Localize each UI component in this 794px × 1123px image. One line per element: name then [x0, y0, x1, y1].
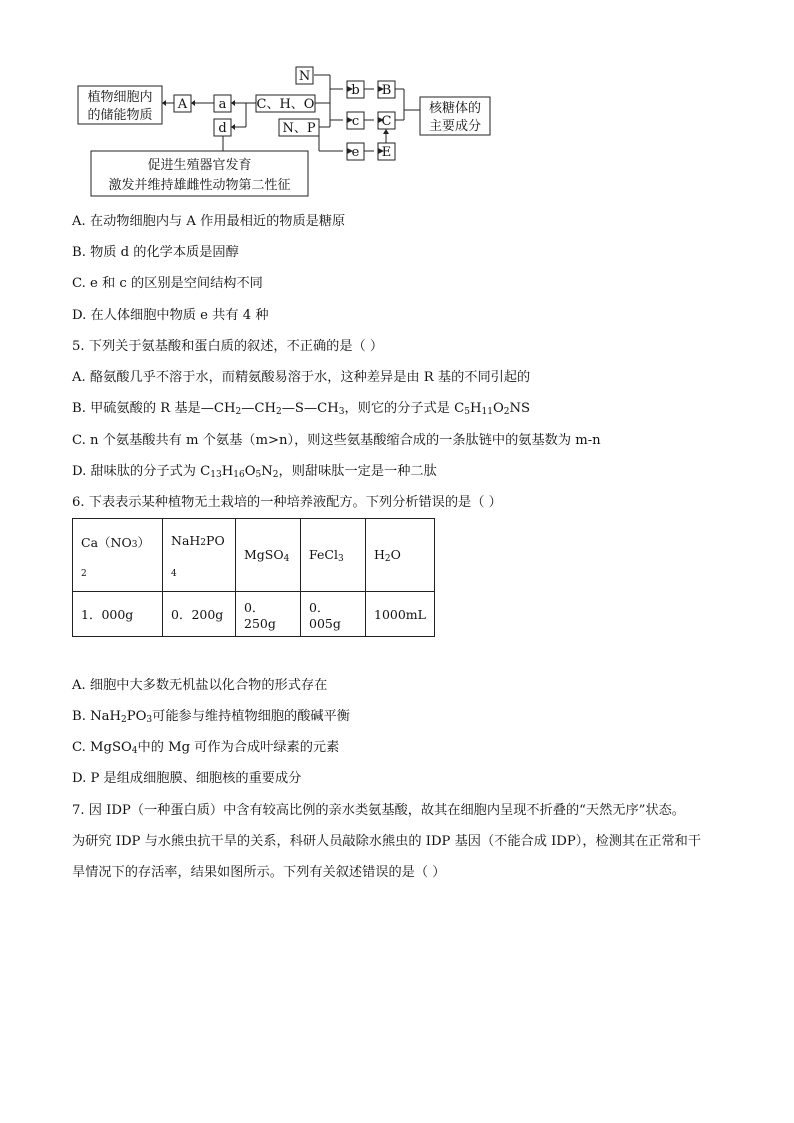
label-b: b [351, 83, 360, 98]
label-NP: N、P [282, 121, 316, 136]
q4-option-c: C. e 和 c 的区别是空间结构不同 [72, 276, 263, 291]
q6-option-a: A. 细胞中大多数无机盐以化合物的形式存在 [72, 678, 328, 693]
label-C: C [381, 114, 392, 129]
header-cano3: Ca（NO3） 2 [73, 519, 163, 592]
q7-line-1: 7. 因 IDP（一种蛋白质）中含有较高比例的亲水类氨基酸，故其在细胞内呈现不折叠的“天然无序”状态。 [72, 803, 685, 818]
q5-option-b: B. 甲硫氨酸的 R 基是$—CH_2—CH_2—S—CH_3$，则它的分子式是 $C_5H_{11}O_2NS$ [72, 401, 531, 417]
label-CHO: C、H、O [256, 97, 315, 112]
header-fecl3: FeCl$_3$ [301, 519, 366, 592]
q6-option-d: D. P 是组成细胞膜、细胞核的重要成分 [72, 771, 302, 786]
q5-option-c: C. n 个氨基酸共有 m 个氨基（m>n），则这些氨基酸缩合成的一条肽链中的氨基数为 m-n [72, 433, 601, 448]
q6-stem: 6. 下表表示某种植物无土栽培的一种培养液配方。下列分析错误的是（ ） [72, 495, 502, 510]
q6-option-c: C. MgSO$_4$中的 Mg 可作为合成叶绿素的元素 [72, 740, 340, 756]
ribosome-text-1: 核糖体的 [428, 101, 482, 116]
header-mgso4: MgSO$_4$ [236, 519, 301, 592]
label-a: a [218, 97, 227, 112]
value-h2o: 1000mL [366, 592, 435, 637]
nutrient-table [72, 518, 435, 637]
q7-line-3: 旱情况下的存活率，结果如图所示。下列有关叙述错误的是（ ） [72, 865, 446, 880]
header-nah2po4: NaH2PO 4 [163, 519, 236, 592]
label-c: c [351, 114, 360, 129]
storage-text-2: 的储能物质 [87, 108, 153, 123]
label-A: A [177, 97, 188, 112]
q6-option-b: B. $NaH_2PO_3$可能参与维持植物细胞的酸碱平衡 [72, 709, 350, 725]
q7-line-2: 为研究 IDP 与水熊虫抗干旱的关系，科研人员敲除水熊虫的 IDP 基因（不能合成 IDP），检测其在正常和干 [72, 834, 702, 849]
value-mgso4: 0．250g [236, 592, 301, 637]
q4-option-b: B. 物质 d 的化学本质是固醇 [72, 245, 239, 260]
value-fecl3: 0．005g [301, 592, 366, 637]
hormone-text-1: 促进生殖器官发育 [147, 158, 252, 173]
hormone-text-2: 激发并维持雄雌性动物第二性征 [108, 178, 291, 193]
q4-option-a: A. 在动物细胞内与 A 作用最相近的物质是糖原 [72, 214, 346, 229]
metabolism-diagram [0, 0, 794, 200]
label-d: d [218, 121, 227, 136]
value-nah2po4: 0．200g [163, 592, 236, 637]
q4-option-d: D. 在人体细胞中物质 e 共有 4 种 [72, 308, 269, 323]
q5-stem: 5. 下列关于氨基酸和蛋白质的叙述，不正确的是（ ） [72, 339, 384, 354]
q5-option-d: D. 甜味肽的分子式为 $C_{13}H_{16}O_5N_2$，则甜味肽一定是一种二肽 [72, 464, 437, 480]
value-cano3: 1．000g [73, 592, 163, 637]
label-E: E [381, 145, 392, 160]
q5-option-a: A. 酪氨酸几乎不溶于水，而精氨酸易溶于水，这种差异是由 R 基的不同引起的 [72, 370, 531, 385]
header-h2o: $H_2O$ [366, 519, 435, 592]
storage-text-1: 植物细胞内 [87, 90, 153, 105]
label-B: B [381, 83, 392, 98]
label-N: N [298, 69, 311, 84]
label-e: e [351, 145, 360, 160]
ribosome-text-2: 主要成分 [428, 119, 482, 134]
